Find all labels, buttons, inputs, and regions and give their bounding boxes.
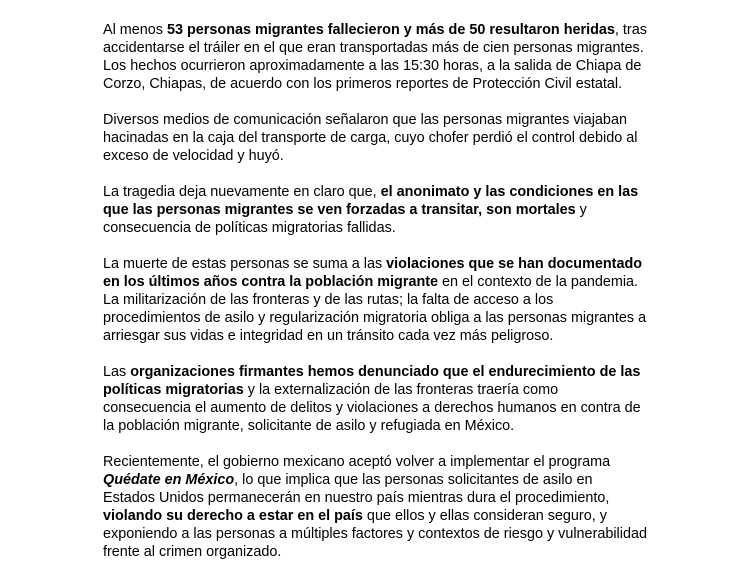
- body-text: Recientemente, el gobierno mexicano aceptó volver a implementar el programa: [103, 454, 611, 470]
- body-text: Las: [103, 364, 131, 380]
- paragraph-6: [103, 453, 647, 561]
- emphasis-bold-text: organizaciones firmantes hemos denunciado que el endurecimiento de las políticas migratorias: [103, 364, 641, 398]
- document-body: [103, 21, 647, 579]
- body-text: que ellos y ellas consideran seguro, y exponiendo a las personas a múltiples factores y contextos de riesgo y vulnerabilidad frente al crimen organizado.: [103, 508, 647, 560]
- body-text: La muerte de estas personas se suma a las: [103, 256, 387, 272]
- body-text: Al menos: [103, 22, 167, 38]
- body-text: , lo que implica que las personas solicitantes de asilo en Estados Unidos permanecerán en nuestro país mientras dura el procedimiento,: [103, 472, 610, 506]
- body-text: en el contexto de la pandemia. La militarización de las fronteras y de las rutas; la falta de acceso a los procedimientos de asilo y regularización migratoria obliga a las personas migrantes a arriesgar sus vidas e integridad en un tránsito cada vez más peligroso.: [103, 274, 647, 344]
- body-text: y consecuencia de políticas migratorias fallidas.: [103, 202, 587, 236]
- emphasis-bold-italic-text: [103, 472, 234, 488]
- body-text: y la externalización de las fronteras traería como consecuencia el aumento de delitos y violaciones a derechos humanos en contra de la población migrante, solicitante de asilo y refugiada en México.: [103, 382, 641, 434]
- paragraph-3: [103, 183, 647, 237]
- emphasis-italic-text: Quédate en México: [103, 472, 235, 488]
- paragraph-4: [103, 255, 647, 345]
- paragraph-1: [103, 21, 647, 93]
- paragraph-2: [103, 111, 647, 165]
- body-text: Diversos medios de comunicación señalaron que las personas migrantes viajaban hacinadas en la caja del transporte de carga, cuyo chofer perdió el control debido al exceso de velocidad y huyó.: [103, 112, 638, 164]
- emphasis-bold-text: el anonimato y las condiciones en las que las personas migrantes se ven forzadas a transitar, son mortales: [103, 184, 639, 218]
- body-text: La tragedia deja nuevamente en claro que,: [103, 184, 381, 200]
- emphasis-bold-text: 53 personas migrantes fallecieron y más de 50 resultaron heridas: [167, 22, 615, 38]
- paragraph-5: [103, 363, 647, 435]
- emphasis-bold-text: violaciones que se han documentado en los últimos años contra la población migrante: [103, 256, 643, 290]
- emphasis-bold-text: violando su derecho a estar en el país: [103, 508, 363, 524]
- body-text: , tras accidentarse el tráiler en el que eran transportadas más de cien personas migrantes. Los hechos ocurrieron aproximadamente a las 15:30 horas, a la salida de Chiapa de Corzo, Chiapas, de acuerdo con los primeros reportes de Protección Civil estatal.: [103, 22, 647, 92]
